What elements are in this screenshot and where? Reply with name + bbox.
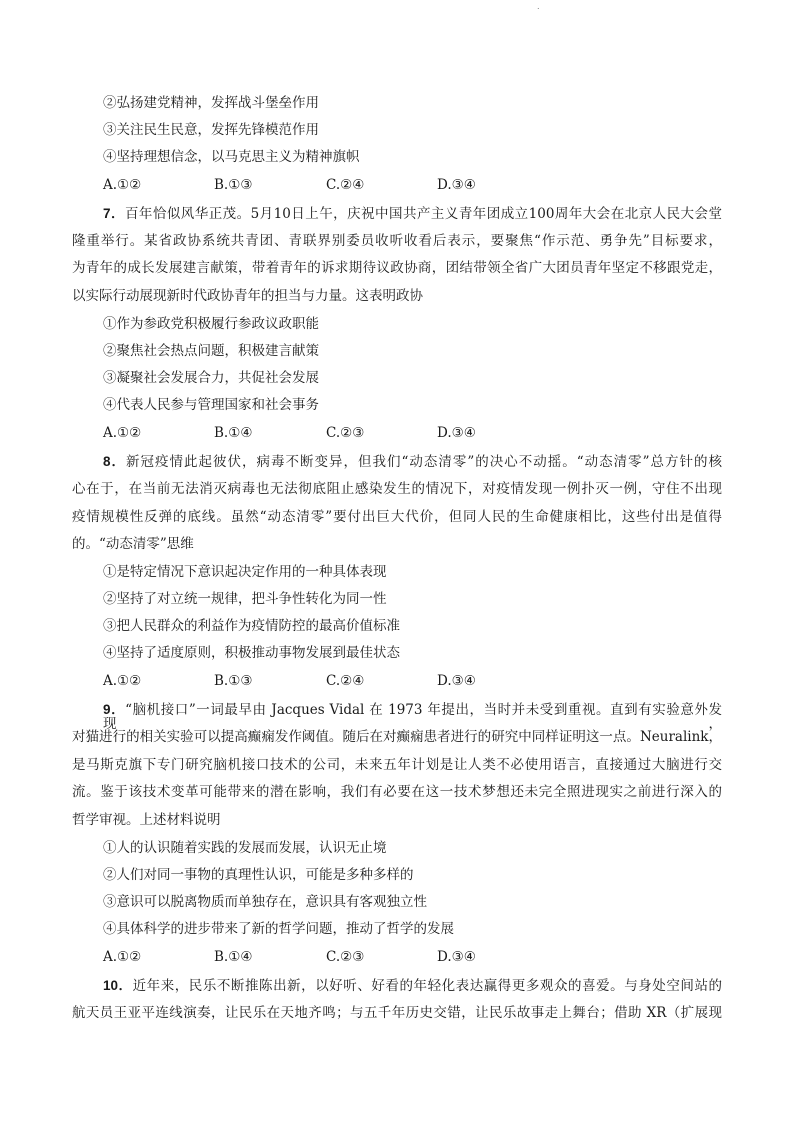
q10-stem-1: 近年来，民乐不断推陈出新，以好听、好看的年轻化表达赢得更多观众的喜爱。与身处空间站的 [132, 978, 722, 994]
q7-option-3: ③凝聚社会发展合力，共促社会发展 [103, 370, 319, 386]
q8-answer-b: B.①③ [214, 673, 253, 689]
q9-option-2: ②人们对同一事物的真理性认识，可能是多种多样的 [103, 867, 414, 883]
q8-option-3: ③把人民群众的利益作为疫情防控的最高价值标准 [103, 618, 400, 634]
q9-line-5: 哲学审视。上述材料说明 [72, 812, 221, 828]
q8-option-1: ①是特定情况下意识起决定作用的一种具体表现 [103, 564, 387, 580]
q7-answer-c: C.②③ [326, 425, 365, 441]
q8-option-4: ④坚持了适度原则，积极推动事物发展到最佳状态 [103, 645, 400, 661]
q9-answer-b: B.①④ [214, 949, 253, 965]
q6-answer-c: C.②④ [326, 177, 365, 193]
q9-option-4: ④具体科学的进步带来了新的哲学问题，推动了哲学的发展 [103, 921, 454, 937]
q8-answer-c: C.②④ [326, 673, 365, 689]
q7-line-1 [103, 207, 722, 222]
q9-option-3: ③意识可以脱离物质而单独存在，意识具有客观独立性 [103, 894, 427, 910]
q6-option-2: ②弘扬建党精神，发挥战斗堡垒作用 [103, 95, 319, 111]
q7-line-4: 以实际行动展现新时代政协青年的担当与力量。这表明政协 [72, 288, 423, 304]
header-mark: . [537, 2, 540, 11]
q8-stem-1: 新冠疫情此起彼伏，病毒不断变异，但我们“动态清零”的决心不动摇。“动态清零”总方针的核 [126, 454, 723, 470]
q7-answer-d: D.③④ [437, 425, 476, 441]
q7-line-2: 隆重举行。某省政协系统共青团、青联界别委员收听收看后表示，要聚焦“作示范、勇争先”目标要求， [72, 233, 722, 249]
q9-number: 9． [103, 702, 126, 717]
q10-number: 10． [103, 978, 133, 993]
q10-line-2: 航天员王亚平连线演奏，让民乐在天地齐鸣；与五千年历史交错，让民乐故事走上舞台；借助 XR（扩展现 [72, 1005, 722, 1021]
q8-line-3: 疫情规模性反弹的底线。虽然“动态清零”要付出巨大代价，但同人民的生命健康相比，这些付出是值得 [72, 509, 722, 525]
q7-line-3: 为青年的成长发展建言献策，带着青年的诉求期待议政协商，团结带领全省广大团员青年坚定不移跟党走， [72, 260, 722, 276]
q9-answer-d: D.③④ [437, 949, 476, 965]
q9-line-1 [103, 703, 722, 731]
q8-line-1 [103, 455, 722, 470]
q8-line-4: 的。“动态清零”思维 [72, 536, 194, 552]
q7-option-1: ①作为参政党积极履行参政议政职能 [103, 316, 319, 332]
q6-answer-b: B.①③ [214, 177, 253, 193]
q8-answer-a: A.①② [103, 673, 142, 689]
q9-line-2: 对猫进行的相关实验可以提高癫痫发作阈值。随后在对癫痫患者进行的研究中同样证明这一点。Neuralink， [72, 729, 722, 745]
q10-line-1 [103, 979, 722, 994]
q8-answer-d: D.③④ [437, 673, 476, 689]
q9-stem-1: “脑机接口”一词最早由 Jacques Vidal 在 1973 年提出，当时并未受到重视。直到有实验意外发现， [103, 702, 722, 732]
q6-option-3: ③关注民生民意，发挥先锋模范作用 [103, 122, 319, 138]
q6-answer-d: D.③④ [437, 177, 476, 193]
q7-option-4: ④代表人民参与管理国家和社会事务 [103, 397, 319, 413]
q9-line-4: 流。鉴于该技术变革可能带来的潜在影响，我们有必要在这一技术梦想还未完全照进现实之前进行深入的 [72, 784, 722, 800]
q9-line-3: 是马斯克旗下专门研究脑机接口技术的公司，未来五年计划是让人类不必使用语言，直接通过大脑进行交 [72, 757, 722, 773]
q9-answer-c: C.②③ [326, 949, 365, 965]
q8-option-2: ②坚持了对立统一规律，把斗争性转化为同一性 [103, 591, 387, 607]
q7-answer-b: B.①④ [214, 425, 253, 441]
q7-option-2: ②聚焦社会热点问题，积极建言献策 [103, 343, 319, 359]
q7-answer-a: A.①② [103, 425, 142, 441]
q6-answer-a: A.①② [103, 177, 142, 193]
q8-number: 8． [103, 454, 127, 469]
q7-number: 7． [103, 206, 125, 221]
q6-option-4: ④坚持理想信念，以马克思主义为精神旗帜 [103, 149, 360, 165]
q9-answer-a: A.①② [103, 949, 142, 965]
q8-line-2: 心在于，在当前无法消灭病毒也无法彻底阻止感染发生的情况下，对疫情发现一例扑灭一例，守住不出现 [72, 481, 722, 497]
q7-stem-1: 百年恰似风华正茂。5月10日上午，庆祝中国共产主义青年团成立100周年大会在北京人民大会堂 [124, 206, 722, 222]
q9-option-1: ①人的认识随着实践的发展而发展，认识无止境 [103, 840, 387, 856]
